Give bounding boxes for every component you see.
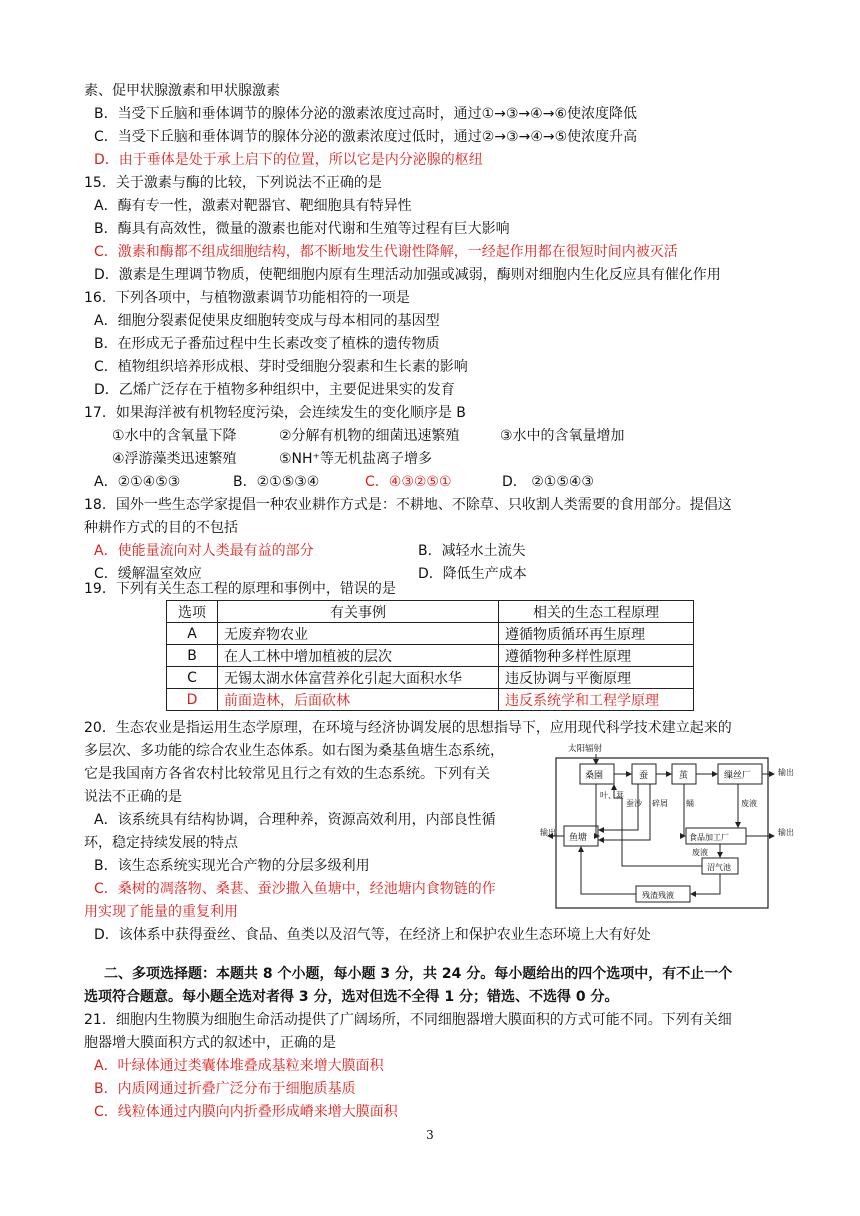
- q14-option-d-answer: D．由于垂体是处于承上启下的位置，所以它是内分泌腺的枢纽: [94, 152, 483, 168]
- label-output-top: 输出: [778, 768, 794, 777]
- q19-stem: 19．下列有关生态工程的原理和事例中，错误的是: [84, 581, 396, 597]
- table-cell-option: D: [167, 689, 218, 711]
- q20-option-a-continued: 环，稳定持续发展的特点: [84, 835, 238, 851]
- q15-option-a: A．酶有专一性，激素对靶器官、靶细胞具有特异性: [94, 198, 412, 214]
- q20-option-a: A．该系统具有结构协调，合理种养，资源高效利用，内部良性循: [94, 812, 496, 828]
- text-residue: 残渣残液: [642, 891, 674, 900]
- table-cell-option: C: [167, 667, 218, 689]
- text-cocoon: 茧: [679, 771, 689, 781]
- text-biogas: 沼气池: [707, 863, 731, 872]
- table-cell-principle: 违反协调与平衡原理: [499, 667, 694, 689]
- q15-stem: 15．关于激素与酶的比较，下列说法不正确的是: [84, 175, 382, 191]
- q20-stem-line3: 它是我国南方各省农村比较常见且行之有效的生态系统。下列有关: [84, 766, 490, 782]
- q18-option-c: C．缓解温室效应: [94, 566, 202, 582]
- q20-option-d: D．该体系中获得蚕丝、食品、鱼类以及沼气等，在经济上和保护农业生态环境上大有好处: [94, 927, 651, 943]
- q18-option-b: B．减轻水土流失: [418, 543, 526, 559]
- q20-stem-line4: 说法不正确的是: [84, 789, 182, 805]
- table-cell-principle: 遵循物种多样性原理: [499, 645, 694, 667]
- label-output-right: 输出: [778, 828, 794, 837]
- label-waste-liquid-2: 废液: [692, 848, 708, 857]
- table-cell-example: 前面造林，后面砍林: [218, 689, 499, 711]
- label-leaf: 叶、葚: [600, 791, 624, 800]
- q14-option-b: B．当受下丘脑和垂体调节的腺体分泌的激素浓度过高时，通过①→③→④→⑥使浓度降低: [94, 106, 637, 122]
- table-cell-option: B: [167, 645, 218, 667]
- q16-option-d: D．乙烯广泛存在于植物多种组织中，主要促进果实的发育: [94, 382, 455, 398]
- table-cell-principle: 违反系统学和工程学原理: [499, 689, 694, 711]
- arrow-residue-pond: [581, 847, 636, 894]
- q14-option-a-continued: 素、促甲状腺激素和甲状腺激素: [84, 83, 280, 99]
- label-sun: 太阳辐射: [568, 744, 603, 754]
- q17-item-3: ③水中的含氧量增加: [500, 428, 625, 444]
- table-cell-example: 无锡太湖水体富营养化引起大面积水华: [218, 667, 499, 689]
- label-waste-liquid: 废液: [741, 799, 757, 808]
- text-silkworm: 蚕: [639, 771, 649, 781]
- q17-item-2: ②分解有机物的细菌迅速繁殖: [279, 428, 460, 444]
- text-food-factory: 食品加工厂: [689, 833, 729, 842]
- q16-option-a: A．细胞分裂素促使果皮细胞转变成与母本相同的基因型: [94, 313, 440, 329]
- text-mulberry: 桑園: [585, 771, 604, 781]
- q21-stem-continued: 胞器增大膜面积方式的叙述中，正确的是: [84, 1035, 336, 1051]
- q18-stem: 18．国外一些生态学家提倡一种农业耕作方式是：不耕地、不除草、只收割人类需要的食用部分。提倡这: [84, 497, 732, 513]
- table-header-principle: 相关的生态工程原理: [499, 601, 694, 623]
- page-number: 3: [426, 1128, 434, 1142]
- q18-stem-continued: 种耕作方式的目的不包括: [84, 520, 238, 536]
- q21-option-b-answer: B．内质网通过折叠广泛分布于细胞质基质: [94, 1081, 356, 1097]
- q15-option-c-answer: C．激素和酶都不组成细胞结构，都不断地发生代谢性降解，一经起作用都在很短时间内被灭活: [94, 244, 678, 260]
- table-row: [167, 645, 694, 667]
- table-cell-example: 无废弃物农业: [218, 623, 499, 645]
- section-2-heading: 二、多项选择题：本题共 8 个小题，每小题 3 分，共 24 分。每小题给出的四个选项中，有不止一个: [104, 966, 733, 982]
- label-silk-sand: 蚕沙: [626, 799, 642, 808]
- text-fish-pond: 鱼塘: [569, 833, 588, 843]
- q16-option-b: B．在形成无子番茄过程中生长素改变了植株的遗传物质: [94, 336, 440, 352]
- text-silk-factory: 缫丝厂: [724, 771, 752, 781]
- q20-option-b: B．该生态系统实现光合产物的分层多级利用: [94, 858, 370, 874]
- q16-option-c: C．植物组织培养形成根、芽时受细胞分裂素和生长素的影响: [94, 359, 468, 375]
- q20-option-c-answer: C．桑树的凋落物、桑葚、蚕沙撒入鱼塘中，经池塘内食物链的作: [94, 881, 496, 897]
- label-crumbs: 碎屑: [652, 799, 668, 808]
- q17-option-d: D． ②①⑤④③: [502, 474, 594, 490]
- table-row-answer: [167, 689, 694, 711]
- table-row: [167, 623, 694, 645]
- label-pupa: 蛹: [686, 799, 694, 808]
- q17-option-a: A．②①④⑤③: [94, 474, 181, 490]
- table-cell-principle: 遵循物质循环再生原理: [499, 623, 694, 645]
- table-header-option: 选项: [167, 601, 218, 623]
- table-row: [167, 667, 694, 689]
- table-cell-option: A: [167, 623, 218, 645]
- q20-stem: 20．生态农业是指运用生态学原理，在环境与经济协调发展的思想指导下，应用现代科学技术建立起来的: [84, 720, 732, 736]
- table-header-example: 有关事例: [218, 601, 499, 623]
- q17-stem: 17．如果海洋被有机物轻度污染，会连续发生的变化顺序是 B: [84, 405, 466, 421]
- table-header-row: [167, 601, 694, 623]
- table-cell-example: 在人工林中增加植被的层次: [218, 645, 499, 667]
- label-output-left: 输出: [540, 828, 556, 837]
- q21-stem: 21．细胞内生物膜为细胞生命活动提供了广阔场所，不同细胞器增大膜面积的方式可能不同。下列有关细: [84, 1012, 732, 1028]
- q21-option-c-answer: C．线粒体通过内膜向内折叠形成嵴来增大膜面积: [94, 1104, 398, 1120]
- q17-item-4: ④浮游藻类迅速繁殖: [112, 451, 237, 467]
- q20-stem-line2: 多层次、多功能的综合农业生态体系。如右图为桑基鱼塘生态系统，: [84, 743, 504, 759]
- q17-option-c-answer: C．④③②⑤①: [365, 474, 452, 490]
- arrow-biogas-mulberry: [614, 785, 702, 866]
- q16-stem: 16．下列各项中，与植物激素调节功能相符的一项是: [84, 290, 410, 306]
- arrow-pupa-food: [684, 784, 685, 836]
- q18-option-a-answer: A．使能量流向对人类最有益的部分: [94, 543, 314, 559]
- q17-option-b: B．②①⑤③④: [233, 474, 320, 490]
- mulberry-fishpond-diagram: [538, 740, 804, 912]
- q17-item-1: ①水中的含氧量下降: [112, 428, 237, 444]
- q17-item-5: ⑤NH⁺等无机盐离子增多: [279, 451, 432, 467]
- q15-option-d: D．激素是生理调节物质，使靶细胞内原有生理活动加强或减弱，酶则对细胞内生化反应具有催化作用: [94, 267, 721, 283]
- q15-option-b: B．酶具有高效性，微量的激素也能对代谢和生殖等过程有巨大影响: [94, 221, 510, 237]
- q18-option-d: D．降低生产成本: [418, 566, 527, 582]
- q14-option-c: C．当受下丘脑和垂体调节的腺体分泌的激素浓度过低时，通过②→③→④→⑤使浓度升高: [94, 129, 638, 145]
- section-2-heading-continued: 选项符合题意。每小题全选对者得 3 分，选对但选不全得 1 分；错选、不选得 0 分。: [84, 989, 619, 1005]
- q20-option-c-continued: 用实现了能量的重复利用: [84, 904, 238, 920]
- arrow-biogas-residue: [691, 874, 720, 894]
- q21-option-a-answer: A．叶绿体通过类囊体堆叠成基粒来增大膜面积: [94, 1058, 384, 1074]
- q19-table: [166, 600, 694, 711]
